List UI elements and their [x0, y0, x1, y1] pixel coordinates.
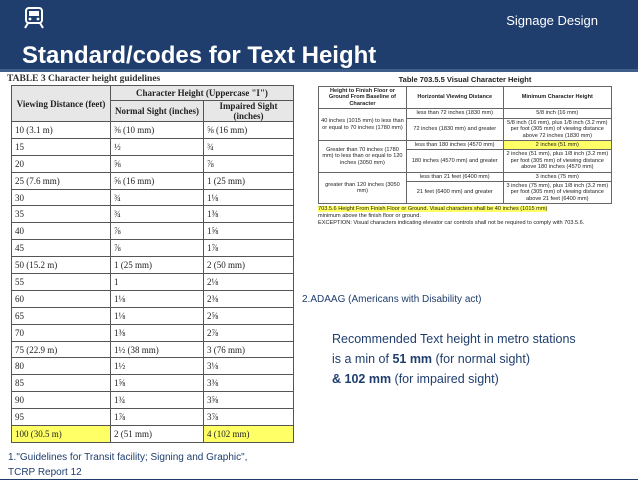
- table-cell: ⅝ (16 mm): [204, 122, 294, 139]
- table-cell: 1⅝: [111, 375, 204, 392]
- table-cell: 90: [12, 392, 111, 409]
- table-cell: ⅜ (10 mm): [111, 122, 204, 139]
- table-cell: 75 (22.9 m): [12, 341, 111, 358]
- table-cell: 35: [12, 206, 111, 223]
- table-cell: less than 72 inches (1830 mm): [406, 109, 503, 118]
- table3-caption: TABLE 3 Character height guidelines: [7, 74, 161, 84]
- table-cell: ½: [111, 138, 204, 155]
- source1-line2: TCRP Report 12: [8, 467, 82, 478]
- recommendation-line1: Recommended Text height in metro stations: [332, 332, 576, 346]
- table-cell: 25 (7.6 mm): [12, 172, 111, 189]
- table-cell: 2⅜: [204, 290, 294, 307]
- table-cell: less than 21 feet (6400 mm): [406, 172, 503, 181]
- table-cell: 1⅛: [111, 290, 204, 307]
- table-cell: Greater than 70 inches (1780 mm) to less than or equal to 120 inches (3050 mm): [319, 140, 407, 172]
- table-cell: 1⅛: [204, 189, 294, 206]
- table-cell: 2⅝: [204, 307, 294, 324]
- table-cell: 65: [12, 307, 111, 324]
- table-row: [12, 206, 294, 223]
- table-row: [319, 140, 612, 149]
- table-cell: 2⅛: [204, 274, 294, 291]
- table-cell: ⅝ (16 mm): [111, 172, 204, 189]
- table-cell: 40: [12, 223, 111, 240]
- table3-image: [7, 74, 300, 443]
- table-cell: 1½: [111, 358, 204, 375]
- normal-sight-value: 51 mm: [392, 352, 433, 366]
- table-cell: 72 inches (1830 mm) and greater: [406, 118, 503, 140]
- table-cell: 1⅜: [204, 206, 294, 223]
- table-cell: 4 (102 mm): [204, 426, 294, 443]
- table3-header-normal: Normal Sight (inches): [111, 101, 204, 122]
- table3: [11, 85, 294, 443]
- slide-title: Standard/codes for Text Height: [22, 42, 377, 69]
- table-cell: 1⅞: [204, 240, 294, 257]
- table-cell: 1⅜: [111, 324, 204, 341]
- table703-note: [318, 206, 612, 226]
- table-cell: 1⅝: [204, 223, 294, 240]
- table703: [318, 86, 612, 204]
- table-cell: 1 (25 mm): [111, 257, 204, 274]
- table-cell: 3 (76 mm): [204, 341, 294, 358]
- table-cell: 100 (30.5 m): [12, 426, 111, 443]
- note-body: minimum above the finish floor or ground.: [318, 213, 421, 220]
- table-cell: 5/8 inch (16 mm), plus 1/8 inch (3.2 mm) per foot (305 mm) of viewing distance above 72 inches (1830 mm): [503, 118, 611, 140]
- table-cell: 80: [12, 358, 111, 375]
- table-cell: less than 180 inches (4570 mm): [406, 140, 503, 149]
- table-row: [12, 341, 294, 358]
- note-exception: EXCEPTION: Visual characters indicating elevator car controls shall not be required to comply with 703.5.6.: [318, 219, 585, 226]
- table-row: [12, 409, 294, 426]
- table-cell: ⅞: [204, 155, 294, 172]
- table-cell: 2 inches (51 mm), plus 1/8 inch (3.2 mm) per foot (305 mm) of viewing distance above 180 inches (4570 mm): [503, 150, 611, 172]
- source-citation-adaag: 2.ADAAG (Americans with Disability act): [302, 294, 482, 305]
- recommendation-line3-pre: &: [332, 372, 345, 386]
- table703-image: [314, 75, 616, 283]
- table-cell: greater than 120 inches (3050 mm): [319, 172, 407, 204]
- table-cell: 180 inches (4570 mm) and greater: [406, 150, 503, 172]
- table-cell: ⅞: [111, 240, 204, 257]
- source1-line1: 1."Guidelines for Transit facility; Signing and Graphic",: [8, 452, 248, 463]
- table-cell: 15: [12, 138, 111, 155]
- table-row: [12, 290, 294, 307]
- table-row: [319, 109, 612, 118]
- table-row: [12, 307, 294, 324]
- table-cell: 10 (3.1 m): [12, 122, 111, 139]
- table-cell: 1½ (38 mm): [111, 341, 204, 358]
- table-cell: ⅝: [111, 155, 204, 172]
- table-cell: 45: [12, 240, 111, 257]
- table-cell: 1⅛: [111, 307, 204, 324]
- table-cell: 60: [12, 290, 111, 307]
- table-cell: 3 inches (75 mm), plus 1/8 inch (3.2 mm) per foot (305 mm) of viewing distance above 21 feet (6400 mm): [503, 182, 611, 204]
- table-cell: 3 inches (75 mm): [503, 172, 611, 181]
- table-row: [12, 122, 294, 139]
- table-cell: 21 feet (6400 mm) and greater: [406, 182, 503, 204]
- table-row: [12, 324, 294, 341]
- table-row: [12, 189, 294, 206]
- table-row: [12, 257, 294, 274]
- table-row: [12, 426, 294, 443]
- table-cell: 55: [12, 274, 111, 291]
- note-heading: 703.5.6 Height From Finish Floor or Ground. Visual characters shall be 40 inches (1015 mm): [318, 206, 548, 213]
- table-cell: 3⅜: [204, 375, 294, 392]
- table3-header-char-height: Character Height (Uppercase "I"): [111, 86, 294, 101]
- table-cell: 1 (25 mm): [204, 172, 294, 189]
- table3-header-viewing: Viewing Distance (feet): [12, 86, 111, 122]
- table-cell: 30: [12, 189, 111, 206]
- table-cell: 2⅞: [204, 324, 294, 341]
- recommendation-line2-pre: is a min of: [332, 352, 393, 366]
- table-cell: 3⅞: [204, 409, 294, 426]
- recommendation-text: [332, 329, 632, 389]
- impaired-sight-value: 102 mm: [344, 372, 392, 386]
- table-cell: ¾: [111, 189, 204, 206]
- table3-body: [12, 122, 294, 443]
- table-cell: ¾: [204, 138, 294, 155]
- table703-header-distance: Horizontal Viewing Distance: [406, 87, 503, 109]
- table-cell: 5/8 inch (16 mm): [503, 109, 611, 118]
- table-cell: 1¾: [111, 392, 204, 409]
- table703-header-min-height: Minimum Character Height: [503, 87, 611, 109]
- metro-train-icon: [20, 6, 48, 30]
- table703-header-height: Height to Finish Floor or Ground From Baseline of Character: [319, 87, 407, 109]
- table-row: [12, 155, 294, 172]
- table-cell: 1⅞: [111, 409, 204, 426]
- table-row: [12, 375, 294, 392]
- table-cell: 70: [12, 324, 111, 341]
- table-cell: 3⅛: [204, 358, 294, 375]
- slide-content: [0, 72, 638, 479]
- table-cell: 2 (50 mm): [204, 257, 294, 274]
- highlighted-cell: 2 inches (51 mm): [503, 140, 611, 149]
- table-row: [12, 172, 294, 189]
- table-row: [12, 358, 294, 375]
- source-citation-tcrp: [8, 450, 247, 480]
- section-label: Signage Design: [506, 13, 598, 28]
- table-row: [12, 138, 294, 155]
- table-cell: 50 (15.2 m): [12, 257, 111, 274]
- table-row: [12, 223, 294, 240]
- table-row: [12, 392, 294, 409]
- table-cell: 20: [12, 155, 111, 172]
- recommendation-line3-post: (for impaired sight): [391, 372, 499, 386]
- header-bar: [0, 0, 638, 40]
- table-cell: 85: [12, 375, 111, 392]
- table-cell: ¾: [111, 206, 204, 223]
- table703-caption: Table 703.5.5 Visual Character Height: [398, 75, 532, 84]
- table-row: [12, 274, 294, 291]
- table-cell: 3⅝: [204, 392, 294, 409]
- table-row: [12, 240, 294, 257]
- table3-header-impaired: Impaired Sight (inches): [204, 101, 294, 122]
- table-cell: 40 inches (1015 mm) to less than or equal to 70 inches (1780 mm): [319, 109, 407, 141]
- recommendation-line2-post: (for normal sight): [432, 352, 530, 366]
- table-cell: 95: [12, 409, 111, 426]
- table-cell: 2 (51 mm): [111, 426, 204, 443]
- table-cell: ⅞: [111, 223, 204, 240]
- table-cell: 1: [111, 274, 204, 291]
- table-row: [319, 172, 612, 181]
